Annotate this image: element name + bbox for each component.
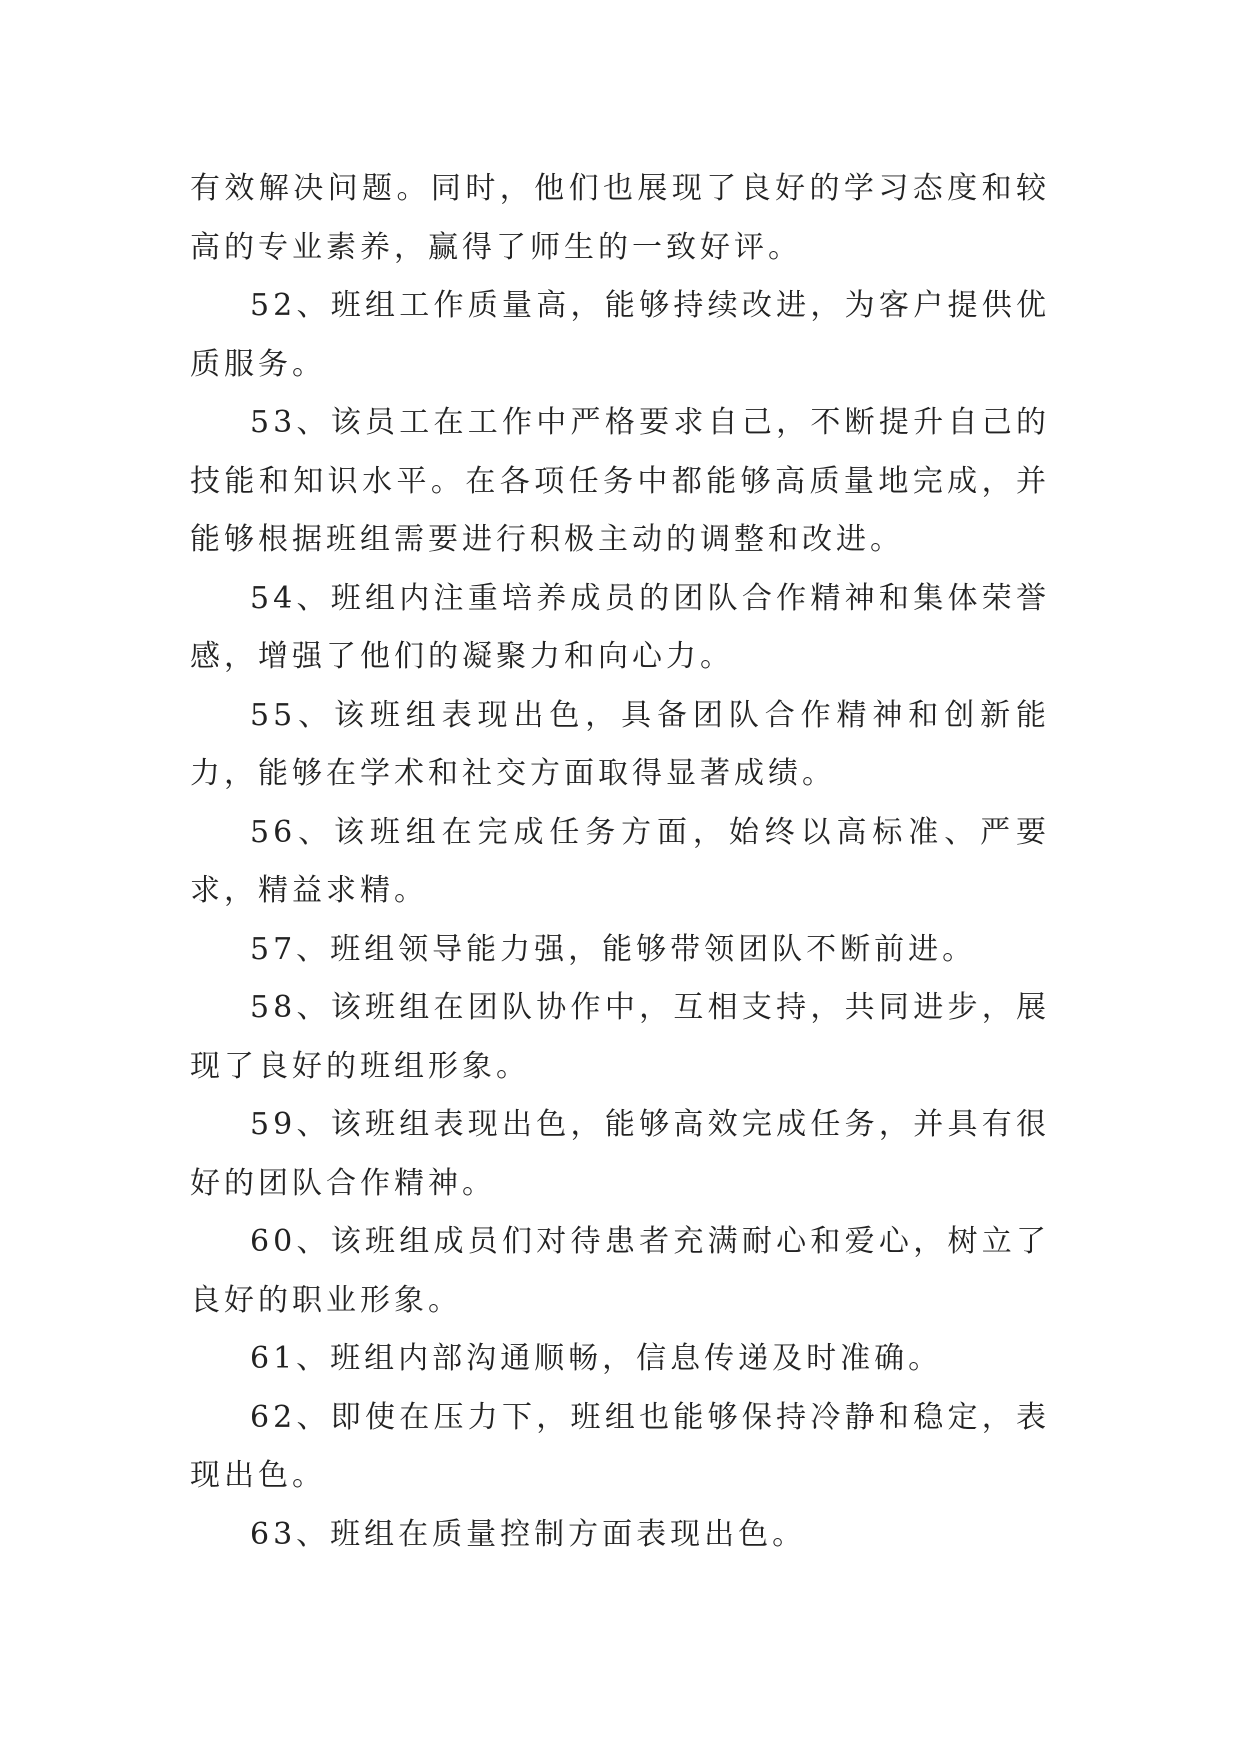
paragraph-item-58: 58、该班组在团队协作中，互相支持，共同进步，展现了良好的班组形象。 (190, 990, 1050, 1084)
paragraph-item-59: 59、该班组表现出色，能够高效完成任务，并具有很好的团队合作精神。 (190, 1107, 1050, 1201)
paragraph-item-55: 55、该班组表现出色，具备团队合作精神和创新能力，能够在学术和社交方面取得显著成绩。 (190, 697, 1050, 791)
paragraph-item-61: 61、班组内部沟通顺畅，信息传递及时准确。 (250, 1341, 943, 1376)
paragraph-item-56: 56、该班组在完成任务方面，始终以高标准、严要求，精益求精。 (190, 814, 1050, 908)
paragraph-item-60: 60、该班组成员们对待患者充满耐心和爱心，树立了良好的职业形象。 (190, 1224, 1050, 1318)
paragraph-item-54: 54、班组内注重培养成员的团队合作精神和集体荣誉感，增强了他们的凝聚力和向心力。 (190, 580, 1050, 674)
paragraph-continuation: 有效解决问题。同时，他们也展现了良好的学习态度和较高的专业素养，赢得了师生的一致好评。 (190, 171, 1050, 265)
paragraph-item-53: 53、该员工在工作中严格要求自己，不断提升自己的技能和知识水平。在各项任务中都能够高质量地完成，并能够根据班组需要进行积极主动的调整和改进。 (190, 405, 1050, 557)
paragraph-item-63: 63、班组在质量控制方面表现出色。 (250, 1516, 807, 1552)
paragraph-item-62: 62、即使在压力下，班组也能够保持冷静和稳定，表现出色。 (190, 1399, 1050, 1493)
paragraph-item-52: 52、班组工作质量高，能够持续改进，为客户提供优质服务。 (190, 288, 1050, 382)
paragraph-item-57: 57、班组领导能力强，能够带领团队不断前进。 (250, 931, 977, 967)
document-body (190, 160, 1050, 1564)
